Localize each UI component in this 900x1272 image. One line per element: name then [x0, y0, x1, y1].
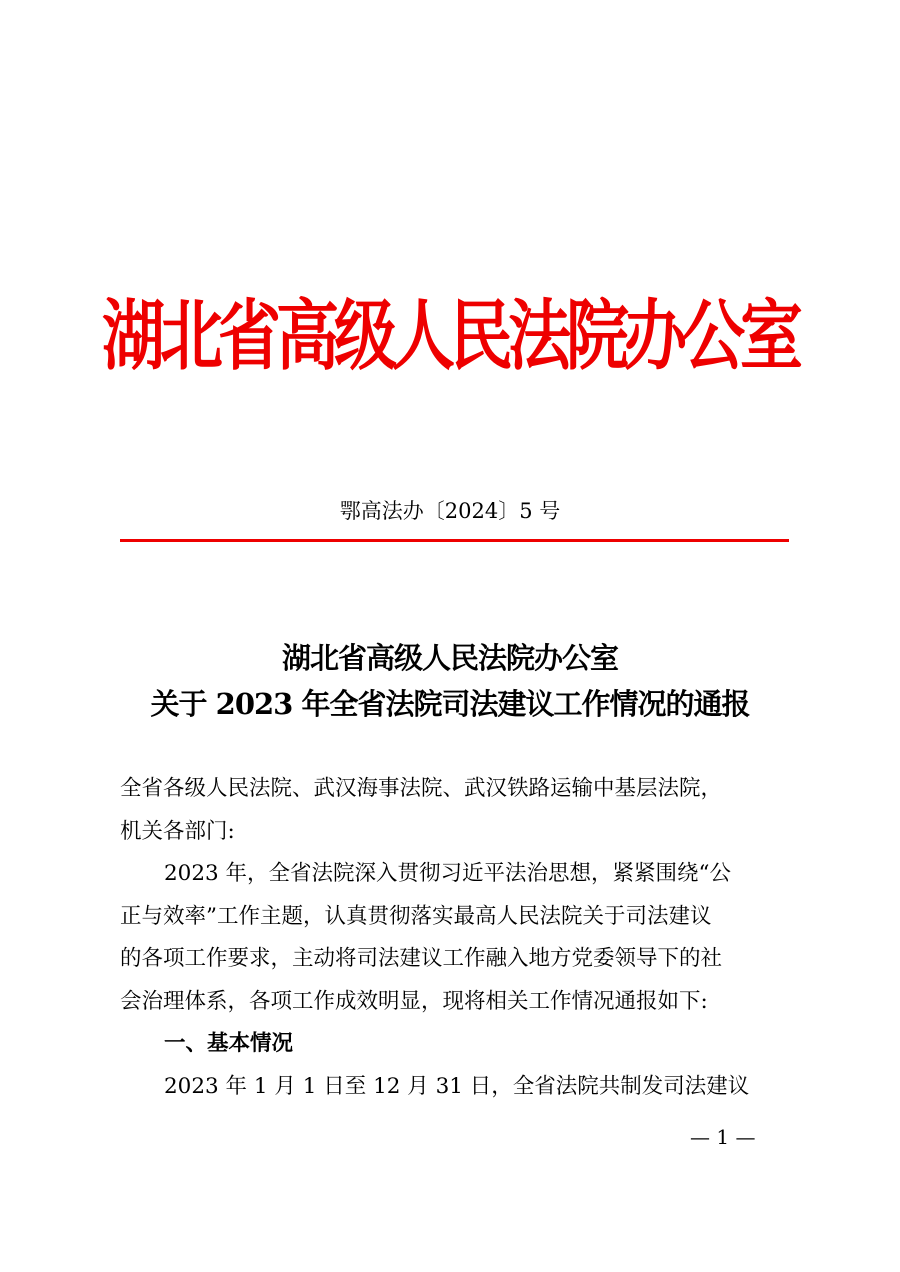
recipients-line-1: 全省各级人民法院、武汉海事法院、武汉铁路运输中基层法院，: [120, 776, 723, 801]
page-number: — 1 —: [690, 1125, 756, 1149]
document-number: 鄂高法办〔2024〕5 号: [339, 499, 561, 523]
document-title-line-2: 关于 2023 年全省法院司法建议工作情况的通报: [150, 687, 750, 721]
issuer-masthead-text: 湖北省高级人民法院办公室: [102, 291, 798, 381]
section-1-heading: 一、基本情况: [164, 1031, 294, 1056]
paragraph-1-line-4: 会治理体系，各项工作成效明显，现将相关工作情况通报如下:: [120, 988, 708, 1014]
issuer-masthead: [0, 292, 900, 382]
red-divider-line: [120, 539, 789, 542]
paragraph-1-line-1: 2023 年，全省法院深入贯彻习近平法治思想，紧紧围绕“公: [164, 861, 732, 886]
document-title-line-1: 湖北省高级人民法院办公室: [281, 641, 618, 675]
paragraph-2-line-1: 2023 年 1 月 1 日至 12 月 31 日，全省法院共制发司法建议: [164, 1073, 750, 1099]
recipients-line-2: 机关各部门:: [120, 818, 235, 844]
paragraph-1-line-3: 的各项工作要求，主动将司法建议工作融入地方党委领导下的社: [120, 946, 723, 971]
document-body: [120, 768, 790, 1108]
paragraph-1-line-2: 正与效率”工作主题，认真贯彻落实最高人民法院关于司法建议: [120, 903, 712, 929]
